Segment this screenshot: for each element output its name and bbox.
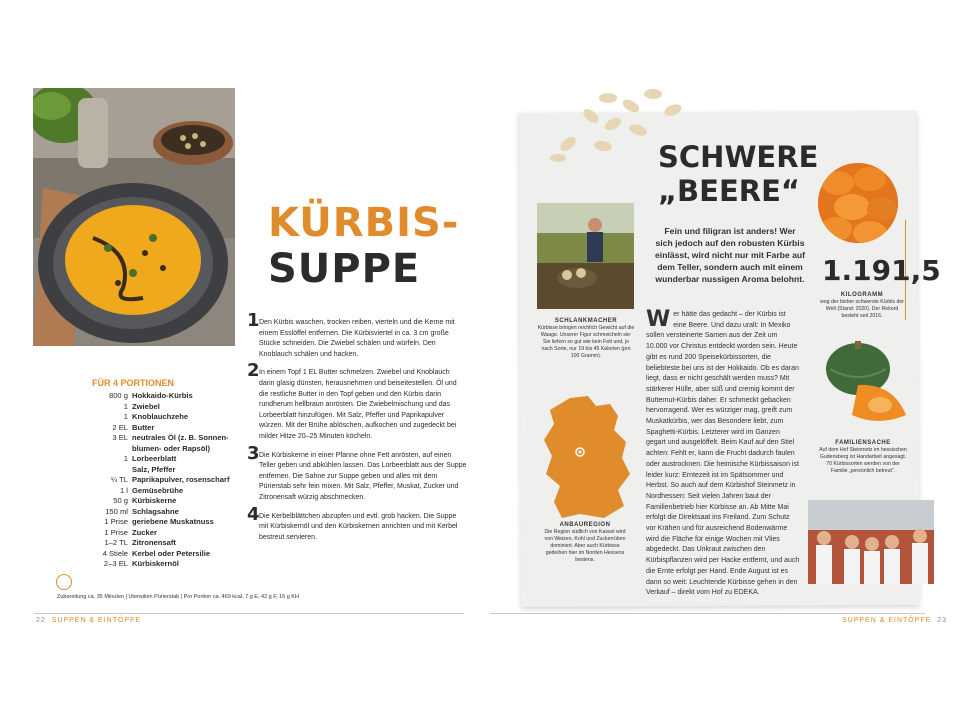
recipe-step	[247, 310, 467, 360]
article-title	[658, 140, 818, 208]
caption-slim-heading: SCHLANKMACHER	[554, 318, 618, 324]
article-title-line-1: SCHWERE	[658, 140, 819, 174]
clock-icon	[56, 574, 72, 590]
ingredient-name: Paprikapulver, rosenscharf	[132, 475, 230, 484]
ingredient-row	[62, 486, 262, 497]
ingredient-quantity: 800 g	[108, 391, 128, 400]
recipe-steps	[247, 310, 467, 551]
drop-cap: W	[646, 307, 671, 332]
ingredient-row	[62, 444, 262, 455]
pumpkins-illustration	[818, 163, 898, 243]
squash-illustration	[818, 335, 908, 425]
step-text: Die Kerbelblättchen abzupfen und evtl. grob hacken. Die Suppe mit Kürbiskernöl und den Kürbiskernen anrichten und mit Kerbel bestreut servieren.	[259, 512, 458, 541]
ingredient-name: Kürbiskernöl	[132, 559, 179, 568]
farmer-photo	[537, 203, 634, 309]
ingredient-quantity: 1 Prise	[104, 517, 128, 526]
ingredient-row	[62, 391, 262, 402]
ingredient-quantity: 50 g	[113, 496, 128, 505]
caption-record	[820, 292, 904, 320]
step-number: 2	[247, 360, 260, 382]
recipe-title	[268, 200, 460, 292]
ingredient-quantity: 2 EL	[112, 422, 128, 432]
germany-map	[540, 394, 632, 522]
ingredient-row	[62, 433, 262, 444]
ingredient-name: Lorbeerblatt	[132, 454, 177, 463]
section-name-right: SUPPEN & EINTÖPFE	[842, 617, 932, 624]
ingredient-row	[62, 528, 262, 539]
article-lead: Fein und filigran ist anders! Wer sich jedoch auf den robusten Kürbis einlässt, wird nicht nur mit Farbe auf dem Teller, sondern auch mit einem wunderbar nussigen Aroma belohnt.	[655, 226, 805, 284]
ingredient-quantity: 2–3 EL	[103, 559, 128, 568]
soup-bowl-illustration	[33, 88, 235, 346]
ingredient-quantity: 1 l	[119, 485, 128, 495]
ingredient-quantity: 1	[123, 401, 128, 411]
ingredient-name: geriebene Muskatnuss	[132, 517, 214, 526]
recipe-footer: Zubereitung ca. 35 Minuten | Utensilien Pürierstab | Pro Portion ca. 469 kcal, 7 g E, 42 g F, 16 g KH	[57, 594, 299, 600]
recipe-step	[247, 503, 467, 544]
page-number-right: 23	[937, 617, 948, 624]
caption-family-heading: FAMILIENSACHE	[835, 440, 891, 446]
step-text: Die Kürbiskerne in einer Pfanne ohne Fett anrösten, auf einen Teller geben und abkühlen lassen. Das Lorbeerblatt aus der Suppe entfernen. Die Sahne zur Suppe geben und alles mit dem Pürierstab sehr fein mixen. Mit Salz, Pfeffer, Muskat, Zucker und Zitronensaft würzig abschmecken.	[259, 451, 467, 501]
page-number-left: 22	[36, 617, 46, 624]
caption-region-heading: ANBAUREGION	[559, 522, 611, 528]
ingredient-row	[62, 423, 262, 434]
step-number: 4	[247, 503, 260, 525]
ingredient-quantity	[62, 465, 132, 476]
footer-rule-left	[34, 613, 464, 614]
ingredient-name: Gemüsebrühe	[132, 485, 184, 495]
footer-rule-right	[490, 613, 925, 614]
ingredient-row	[62, 454, 262, 465]
article-title-line-2: „BEERE“	[658, 174, 800, 208]
step-text: In einem Topf 1 EL Butter schmelzen. Zwiebel und Knoblauch darin glasig dünsten, herausnehmen und beiseitestellen. Öl und die restliche Butter in den Topf geben und den Kürbis darin rundherum hellbraun anrösten. Die Zwiebelmischung und das Lorbeerblatt hinzufügen. Mit Salz, Pfeffer und Paprikapulver würzen. Mit der Brühe ablöschen, aufkochen und zugedeckt bei milder Hitze 20–25 Minuten köcheln.	[259, 369, 457, 440]
title-line-2: SUPPE	[268, 246, 421, 292]
ingredient-quantity: 1	[123, 412, 128, 421]
caption-region	[540, 522, 630, 564]
ingredient-row	[62, 496, 262, 507]
step-text: Den Kürbis waschen, trocken reiben, vierteln und die Kerne mit einem Esslöffel entfernen. Die Kürbisviertel in ca. 3 cm große Stücke schneiden. Die Zwiebel schälen und würfeln. Den Knoblauch schälen und hacken.	[259, 319, 455, 358]
ingredient-row	[62, 559, 262, 570]
caption-family-text: Auf dem Hof Steinmetz im hessischen Gudensberg ist Handarbeit angesagt. 70 Kürbissorten werden von der Familie „persönlich betreut“.	[819, 447, 907, 474]
caption-region-text: Die Region südlich von Kassel wird von Weizen, Kohl und Zuckerrüben dominiert. Aber auch Kürbisse gedeihen hier im Norden Hessens bestens.	[544, 529, 626, 563]
family-illustration	[808, 500, 934, 584]
step-number: 3	[247, 442, 260, 464]
ingredient-quantity: ¼ TL	[110, 475, 128, 484]
ingredient-name: Knoblauchzehe	[132, 412, 189, 421]
ingredient-row	[62, 517, 262, 528]
farmer-illustration	[537, 203, 634, 309]
caption-family	[818, 440, 908, 475]
ingredient-name: Zwiebel	[132, 401, 160, 411]
step-number: 1	[247, 310, 260, 331]
ingredient-row	[62, 475, 262, 486]
record-unit: KILOGRAMM	[840, 292, 884, 298]
ingredient-row	[62, 507, 262, 518]
recipe-step	[247, 360, 467, 442]
ingredient-row	[62, 412, 262, 423]
record-text: wog der bisher schwerste Kürbis der Welt (Stand: 2020). Der Rekord besteht seit 2016.	[820, 299, 904, 319]
ingredient-name: Salz, Pfeffer	[132, 464, 176, 474]
caption-slim	[537, 318, 635, 360]
ingredient-row	[62, 465, 262, 476]
ingredient-row	[62, 538, 262, 549]
ingredient-quantity: 1–2 TL	[104, 538, 128, 547]
ingredient-name: Hokkaido-Kürbis	[132, 391, 193, 400]
soup-photo	[33, 88, 235, 346]
ingredient-name: Kerbel oder Petersilie	[132, 548, 211, 558]
ingredient-quantity: 4 Stiele	[102, 548, 128, 558]
title-line-1: KÜRBIS-	[268, 200, 460, 246]
ingredient-quantity: 1 Prise	[104, 527, 128, 537]
family-photo	[808, 500, 934, 584]
ingredient-name: Schlagsahne	[132, 506, 179, 516]
page-footer-left	[36, 617, 141, 624]
ingredient-name: Kürbiskerne	[132, 496, 177, 505]
ingredient-quantity: 150 ml	[105, 506, 128, 516]
ingredient-name: Zucker	[132, 527, 157, 537]
record-weight: 1.191,5	[822, 254, 941, 287]
ingredient-name: neutrales Öl (z. B. Sonnen-	[132, 433, 229, 442]
article-body	[646, 307, 800, 599]
ingredient-row	[62, 402, 262, 413]
pumpkins-photo	[818, 163, 898, 243]
ingredient-name: Zitronensaft	[132, 538, 176, 547]
ingredient-row	[62, 549, 262, 560]
recipe-step	[247, 442, 467, 504]
page-footer-right	[842, 617, 947, 624]
ingredients-heading: FÜR 4 PORTIONEN	[92, 378, 175, 388]
ingredient-name: blumen- oder Rapsöl)	[132, 443, 211, 453]
ingredients-list	[62, 391, 262, 570]
section-name-left: SUPPEN & EINTÖPFE	[51, 617, 142, 624]
article-body-text: er hätte das gedacht – der Kürbis ist eine Beere. Und dazu uralt: In Mexiko sollen versteinerte Samen aus der Zeit um 10.000 vor Christus entdeckt worden sein. Heute gibt es rund 200 Speisekürbissorten, die beliebteste bei uns ist der Hokkaido. Ob es daran liegt, dass er nicht geschält werden muss? Mit stärkerer Hülle, aber süß und cremig kommt der Butternut-Kürbis daher. Er schmeckt gebacken hervorragend. Wer es würziger mag, greift zum Muskatkürbis, wer das Besondere liebt, zum Spaghetti-Kürbis. Letzterer wird im Ganzen gegart und ausgelöffelt. Beim Kauf auf den Stiel achten: Fehlt er, kann die Frucht dadurch faulen oder austrocknen. Die heimische Kürbissaison ist leider kurz: Erntezeit ist im Spätsommer und Herbst. So auch auf dem Kürbishof Steinmetz in Nordhessen: Seit vielen Jahren baut der Familienbetrieb hier Kürbisse an. Ab Mitte Mai erfolgt die Direktsaat ins Freiland. Zum Schutz vor Krähen und für ausreichend Bodenwärme wird die Fläche für einige Wochen mit Vlies abgedeckt. Das Unkraut zwischen den Kürbispflanzen wird per Hacke entfernt, und auch die Ernte erfolgt per Hand. Ende August ist es dann so weit: Leuchtende Kürbisse gehen in den Verkauf – direkt vom Hof zu EDEKA.	[646, 311, 800, 597]
ingredient-name: Butter	[132, 422, 155, 432]
ingredient-quantity: 3 EL	[112, 433, 128, 442]
ingredient-quantity: 1	[123, 454, 128, 463]
ingredient-quantity	[62, 444, 132, 455]
caption-slim-text: Kürbisse bringen reichlich Gewicht auf die Waage. Unserer Figur schmeicheln sie: Sie liefern so gut wie kein Fett und, je nach Sorte, nur 19 bis 45 Kalorien (pro 100 Gramm).	[537, 325, 635, 359]
